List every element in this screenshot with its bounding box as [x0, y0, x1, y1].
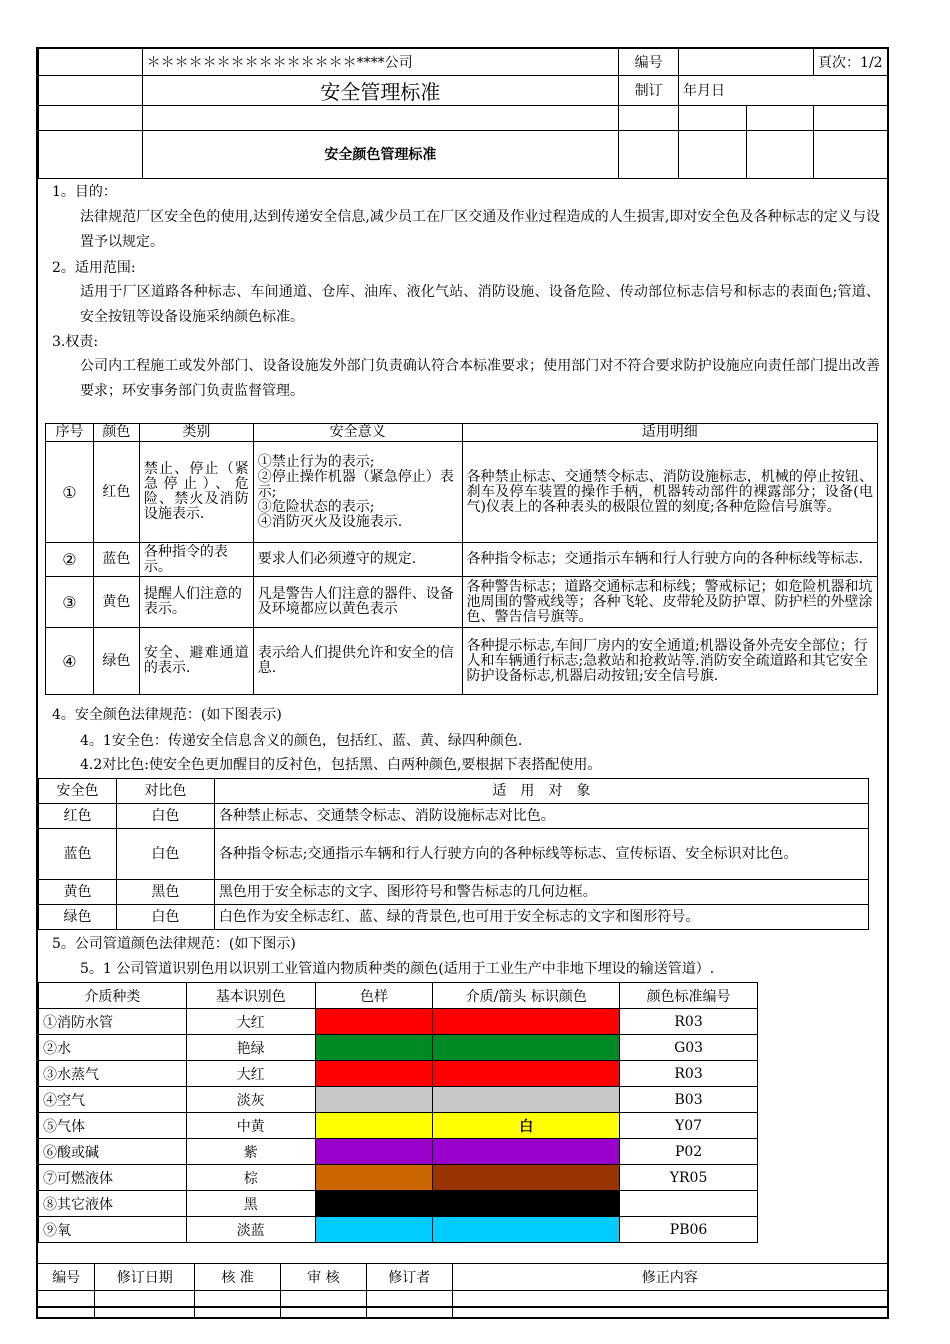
revision-label: 制订: [619, 75, 679, 105]
mark-color: [433, 1165, 620, 1191]
purpose-heading: 1。目的：: [52, 184, 117, 200]
table-row: [39, 804, 869, 829]
medium-name: ③水蒸气: [39, 1061, 187, 1087]
table-row: [39, 1061, 758, 1087]
pipe-color-table: [38, 982, 758, 1243]
mark-color: 白: [433, 1113, 620, 1139]
color-code: Y07: [620, 1113, 758, 1139]
row-number: ④: [46, 628, 94, 695]
col-header: 适 用 对 象: [214, 779, 868, 804]
responsibility-text: 公司内工程施工或发外部门、设备设施发外部门负责确认符合本标准要求；使用部门对不符合要求防护设施应向责任部门提出改善要求；环安事务部门负责监督管理。: [80, 358, 880, 399]
row-number: ②: [46, 543, 94, 577]
col-header: 基本识别色: [186, 983, 315, 1009]
standard-title: 安全管理标准: [142, 75, 618, 105]
medium-name: ⑥酸或碱: [39, 1139, 187, 1165]
contrast-color-table: [38, 778, 869, 930]
color-code: [620, 1191, 758, 1217]
col-header: 颜色标准编号: [620, 983, 758, 1009]
row-color: 绿色: [93, 628, 139, 695]
row-color: 黄色: [93, 577, 139, 628]
color-swatch: [315, 1035, 433, 1061]
safe-color: 红色: [39, 804, 117, 829]
color-code: R03: [620, 1061, 758, 1087]
base-color: 艳绿: [186, 1035, 315, 1061]
col-header: 色样: [315, 983, 433, 1009]
table-row: [39, 905, 869, 930]
medium-name: ⑧其它液体: [39, 1191, 187, 1217]
row-color: 红色: [93, 442, 139, 543]
col-header: 安全意义: [253, 424, 462, 442]
company-name: ＊＊＊＊＊＊＊＊＊＊＊＊＊＊＊****公司: [142, 48, 618, 75]
pipe-51: 5。1 公司管道识别色用以识别工业管道内物质种类的颜色(适用于工业生产中非地下埋设的输送管道）.: [80, 961, 715, 977]
row-detail: 各种警告标志；道路交通标志和标线；警戒标记；如危险机器和坑池周围的警戒线等；各种飞轮、皮带轮及防护罩、防护栏的外壁涂色、警告信号旗等。: [462, 577, 877, 628]
header-table: [36, 47, 889, 179]
color-swatch: [315, 1009, 433, 1035]
table-row: [39, 1087, 758, 1113]
row-detail: 各种禁止标志、交通禁令标志、消防设施标志，机械的停止按钮、刹车及停车装置的操作手柄，机器转动部件的裸露部分；设备(电气)仪表上的各种表头的极限位置的刻度;各种危险信号旗等。: [462, 442, 877, 543]
base-color: 大红: [186, 1009, 315, 1035]
table-row: [39, 829, 869, 880]
mark-color: [433, 1087, 620, 1113]
table-row: [46, 628, 878, 695]
mark-color: [433, 1191, 620, 1217]
row-number: ①: [46, 442, 94, 543]
base-color: 紫: [186, 1139, 315, 1165]
row-category: 禁止、停止（紧急停止）、危险、禁火及消防设施表示.: [139, 442, 253, 543]
document-title: 安全颜色管理标准: [142, 130, 618, 178]
contrast-color: 白色: [116, 905, 214, 930]
revision-col-review: 审 核: [280, 1264, 366, 1291]
pipe-heading: 5。公司管道颜色法律规范：(如下图示): [52, 936, 296, 952]
base-color: 棕: [186, 1165, 315, 1191]
mark-color: [433, 1035, 620, 1061]
base-color: 大红: [186, 1061, 315, 1087]
medium-name: ①消防水管: [39, 1009, 187, 1035]
table-row: [39, 1009, 758, 1035]
medium-name: ④空气: [39, 1087, 187, 1113]
col-header: 对比色: [116, 779, 214, 804]
col-header: 介质种类: [39, 983, 187, 1009]
safety-color-table: [45, 423, 878, 695]
color-swatch: [315, 1087, 433, 1113]
base-color: 淡灰: [186, 1087, 315, 1113]
col-header: 安全色: [39, 779, 117, 804]
color-code: B03: [620, 1087, 758, 1113]
row-category: 安全、避难通道的表示.: [139, 628, 253, 695]
safe-color: 蓝色: [39, 829, 117, 880]
color-swatch: [315, 1113, 433, 1139]
col-header: 序号: [46, 424, 94, 442]
table-row: [39, 1191, 758, 1217]
scope-text: 适用于厂区道路各种标志、车间通道、仓库、油库、液化气站、消防设施、设备危险、传动部位标志信号和标志的表面色;管道、安全按钮等设备设施采纳颜色标准。: [80, 284, 880, 325]
color-swatch: [315, 1165, 433, 1191]
table-row: [46, 442, 878, 543]
safe-color: 黄色: [39, 880, 117, 905]
responsibility-heading: 3.权责:: [52, 334, 99, 350]
row-meaning: ①禁止行为的表示; ②停止操作机器（紧急停止）表示; ③危险状态的表示; ④消防灭火及设施表示.: [253, 442, 462, 543]
page-label: 頁次：1/2: [813, 48, 888, 75]
col-header: 介质/箭头 标识颜色: [433, 983, 620, 1009]
revision-col-reviser: 修订者: [366, 1264, 452, 1291]
medium-name: ⑨氧: [39, 1217, 187, 1243]
revision-table: [36, 1263, 889, 1319]
table-row: [39, 1113, 758, 1139]
color-code: P02: [620, 1139, 758, 1165]
col-header: 类别: [139, 424, 253, 442]
table-row: [46, 543, 878, 577]
color-swatch: [315, 1191, 433, 1217]
applicable-object: 白色作为安全标志红、蓝、绿的背景色,也可用于安全标志的文字和图形符号。: [214, 905, 868, 930]
scope-heading: 2。适用范围:: [52, 260, 136, 276]
mark-color: [433, 1217, 620, 1243]
base-color: 淡蓝: [186, 1217, 315, 1243]
row-color: 蓝色: [93, 543, 139, 577]
table-row: [39, 880, 869, 905]
safe-color: 绿色: [39, 905, 117, 930]
revision-col-date: 修订日期: [95, 1264, 195, 1291]
number-label: 编号: [619, 48, 679, 75]
law-heading: 4。安全颜色法律规范：(如下图表示): [52, 707, 282, 723]
contrast-color: 白色: [116, 829, 214, 880]
applicable-object: 各种指令标志;交通指示车辆和行人行驶方向的各种标线等标志、宣传标语、安全标识对比色。: [214, 829, 868, 880]
applicable-object: 各种禁止标志、交通禁令标志、消防设施标志对比色。: [214, 804, 868, 829]
date-label: 年月日: [679, 75, 888, 105]
medium-name: ②水: [39, 1035, 187, 1061]
table-row: [39, 1139, 758, 1165]
row-detail: 各种指令标志；交通指示车辆和行人行驶方向的各种标线等标志.: [462, 543, 877, 577]
medium-name: ⑦可燃液体: [39, 1165, 187, 1191]
color-swatch: [315, 1217, 433, 1243]
contrast-color: 白色: [116, 804, 214, 829]
mark-color: [433, 1061, 620, 1087]
mark-color: [433, 1009, 620, 1035]
revision-col-content: 修正内容: [452, 1264, 888, 1291]
law-42: 4.2对比色:使安全色更加醒目的反衬色，包括黑、白两种颜色,要根据下表搭配使用。: [80, 757, 602, 773]
row-meaning: 要求人们必须遵守的规定.: [253, 543, 462, 577]
color-swatch: [315, 1061, 433, 1087]
medium-name: ⑤气体: [39, 1113, 187, 1139]
contrast-color: 黑色: [116, 880, 214, 905]
row-meaning: 表示给人们提供允许和安全的信息.: [253, 628, 462, 695]
col-header: 适用明细: [462, 424, 877, 442]
table-row: [39, 1035, 758, 1061]
base-color: 中黄: [186, 1113, 315, 1139]
base-color: 黑: [186, 1191, 315, 1217]
row-meaning: 凡是警告人们注意的器件、设备及环境都应以黄色表示: [253, 577, 462, 628]
col-header: 颜色: [93, 424, 139, 442]
applicable-object: 黑色用于安全标志的文字、图形符号和警告标志的几何边框。: [214, 880, 868, 905]
table-row: [46, 577, 878, 628]
purpose-text: 法律规范厂区安全色的使用,达到传递安全信息,减少员工在厂区交通及作业过程造成的人生损害,即对安全色及各种标志的定义与设置予以规定。: [80, 209, 880, 250]
table-row: [39, 1217, 758, 1243]
row-number: ③: [46, 577, 94, 628]
revision-col-approve: 核 准: [195, 1264, 281, 1291]
color-code: PB06: [620, 1217, 758, 1243]
row-category: 各种指令的表示。: [139, 543, 253, 577]
row-category: 提醒人们注意的表示。: [139, 577, 253, 628]
color-swatch: [315, 1139, 433, 1165]
color-code: R03: [620, 1009, 758, 1035]
law-41: 4。1安全色：传递安全信息含义的颜色，包括红、蓝、黄、绿四种颜色.: [80, 733, 523, 749]
row-detail: 各种提示标志,车间厂房内的安全通道;机器设备外壳安全部位；行人和车辆通行标志;急救站和抢救站等.消防安全疏道路和其它安全防护设备标志,机器启动按钮;安全信号旗.: [462, 628, 877, 695]
mark-color: [433, 1139, 620, 1165]
revision-col-number: 编号: [37, 1264, 95, 1291]
color-code: G03: [620, 1035, 758, 1061]
table-row: [39, 1165, 758, 1191]
color-code: YR05: [620, 1165, 758, 1191]
